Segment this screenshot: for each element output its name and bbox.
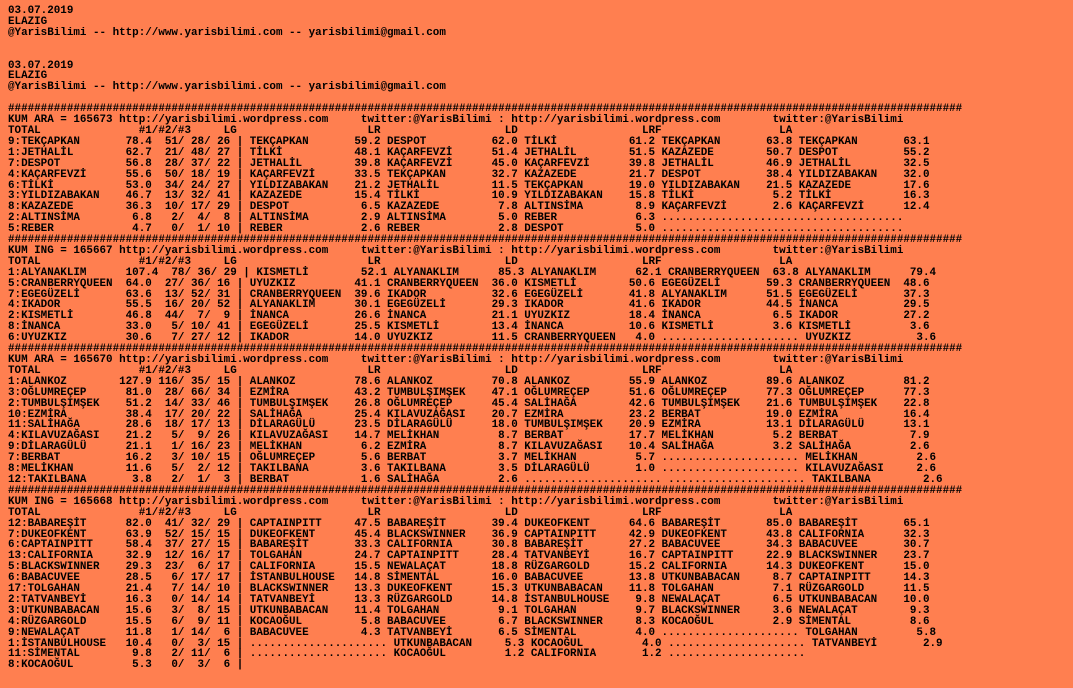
report-line: 9:DİLARAGÜLÜ 21.1 1/ 16/ 23 | MELİKHAN 6.2 EZMİRA 8.7 KILAVUZAĞASI 10.4 SALİHAĞA 3.2 SALİHAĞA 2.6 — [8, 441, 930, 454]
report-line: ################################################################################################################################################## — [8, 484, 963, 497]
report-line: 5:REBER 4.7 0/ 1/ 10 | REBER 2.6 REBER 2.8 DESPOT 5.0 ..................................... — [8, 223, 904, 236]
report-line: 4:IKADOR 55.5 16/ 20/ 52 | ALYANAKLIM 30.1 EGEGÜZELİ 29.3 IKADOR 41.6 IKADOR 44.5 İNANCA 29.5 — [8, 299, 930, 312]
report-line: 11:SALİHAĞA 28.6 18/ 17/ 13 | DİLARAGÜLÜ 23.5 DİLARAGÜLÜ 18.0 TUMBULŞIMŞEK 20.9 EZMİRA 13.1 DİLARAGÜLÜ 13.1 — [8, 419, 930, 432]
report-line: KUM ARA = 165673 http://yarisbilimi.wordpress.com twitter:@YarisBilimi : http://yarisbilimi.wordpress.com twitter:@YarisBilimi — [8, 114, 904, 127]
report-line: 7:DESPOT 56.8 28/ 37/ 22 | JETHALİL 39.8 KAÇARFEVZİ 45.0 KAÇARFEVZİ 39.8 JETHALİL 46.9 JETHALİL 32.5 — [8, 157, 930, 170]
report-line: 8:MELİKHAN 11.6 5/ 2/ 12 | TAKILBANA 3.6 TAKILBANA 3.5 DİLARAGÜLÜ 1.0 ..................... KILAVUZAĞASI 2.6 — [8, 463, 937, 476]
report-line: 5:CRANBERRYQUEEN 64.0 27/ 36/ 16 | UYUZKIZ 41.1 CRANBERRYQUEEN 36.0 KISMETLİ 50.6 EGEGÜZELİ 59.3 CRANBERRYQUEEN 48.6 — [8, 277, 930, 290]
report-line: 17:TOLGAHAN 21.4 7/ 14/ 10 | BLACKSWINNER 13.3 DUKEOFKENT 15.3 UTKUNBABACAN 11.8 TOLGAHAN 7.1 RÜZGARGOLD 11.5 — [8, 583, 930, 596]
report-line: TOTAL #1/#2/#3 LG LR LD LRF LA — [8, 124, 793, 137]
report-line: TOTAL #1/#2/#3 LG LR LD LRF LA — [8, 255, 793, 268]
report-line: 6:CAPTAINPITT 58.4 37/ 27/ 15 | BABAREŞİT 33.3 CALIFORNIA 30.8 BABAREŞİT 27.2 BABACUVEE 34.3 BABACUVEE 30.7 — [8, 539, 930, 552]
report-line: 7:BERBAT 16.2 3/ 10/ 15 | OĞLUMREÇEP 5.6 BERBAT 3.7 MELİKHAN 5.7 ..................... MELİKHAN 2.6 — [8, 452, 937, 465]
report-line: 3:OĞLUMREÇEP 81.0 28/ 66/ 34 | EZMİRA 43.2 TUMBULŞIMŞEK 47.1 OĞLUMREÇEP 51.6 OĞLUMREÇEP 77.3 OĞLUMREÇEP 77.3 — [8, 386, 930, 399]
report-line: 6:UYUZKIZ 30.6 7/ 27/ 12 | IKADOR 14.0 UYUZKIZ 11.5 CRANBERRYQUEEN 4.0 ..................... UYUZKIZ 3.6 — [8, 332, 937, 345]
report-line: ELAZIG — [8, 15, 48, 28]
report-line: 2:TUMBULŞIMŞEK 51.2 14/ 33/ 46 | TUMBULŞIMŞEK 26.8 OĞLUMREÇEP 45.4 SALİHAĞA 42.6 TUMBULŞIMŞEK 21.6 TUMBULŞIMŞEK 22.8 — [8, 397, 930, 410]
report-line: ELAZIG — [8, 70, 48, 83]
report-line: 8:İNANCA 33.0 5/ 10/ 41 | EGEGÜZELİ 25.5 KISMETLİ 13.4 İNANCA 10.6 KISMETLİ 3.6 KISMETLİ 3.6 — [8, 321, 930, 334]
report-line: 1:JETHALİL 62.7 21/ 48/ 27 | TİLKİ 48.1 KAÇARFEVZİ 51.4 JETHALİL 51.5 KAZAZEDE 50.7 DESPOT 55.2 — [8, 146, 930, 159]
report-line: 2:KISMETLİ 46.8 44/ 7/ 9 | İNANCA 26.6 İNANCA 21.1 UYUZKIZ 18.4 İNANCA 6.5 IKADOR 27.2 — [8, 310, 930, 323]
report-line: TOTAL #1/#2/#3 LG LR LD LRF LA — [8, 364, 793, 377]
report-line: 13:CALIFORNIA 32.9 12/ 16/ 17 | TOLGAHAN 24.7 CAPTAINPITT 28.4 TATVANBEYİ 16.7 CAPTAINPITT 22.9 BLACKSWINNER 23.7 — [8, 550, 930, 563]
report-line: @YarisBilimi -- http://www.yarisbilimi.com -- yarisbilimi@gmail.com — [8, 81, 446, 94]
report-line: 1:İSTANBULHOUSE 10.4 0/ 3/ 15 | ..................... UTKUNBABACAN 5.3 KOCAOĞUL 4.0 ..................... TATVANBEYİ 2.9 — [8, 637, 943, 650]
report-line: ################################################################################################################################################## — [8, 234, 963, 247]
report-line: 2:ALTINSİMA 6.8 2/ 4/ 8 | ALTINSİMA 2.9 ALTINSİMA 5.0 REBER 6.3 ..................................... — [8, 212, 904, 225]
report-line: 9:NEWALAÇAT 11.8 1/ 14/ 6 | BABACUVEE 4.3 TATVANBEYİ 6.5 SİMENTAL 4.0 ..................... TOLGAHAN 5.8 — [8, 626, 937, 639]
report-line: KUM ING = 165668 http://yarisbilimi.wordpress.com twitter:@YarisBilimi : http://yarisbilimi.wordpress.com twitter:@YarisBilimi — [8, 495, 904, 508]
report-line: 4:KAÇARFEVZİ 55.6 50/ 18/ 19 | KAÇARFEVZİ 33.5 TEKÇAPKAN 32.7 KAZAZEDE 21.7 DESPOT 38.4 YILDIZABAKAN 32.0 — [8, 168, 930, 181]
report-line: KUM ARA = 165670 http://yarisbilimi.wordpress.com twitter:@YarisBilimi : http://yarisbilimi.wordpress.com twitter:@YarisBilimi — [8, 354, 904, 366]
report-line: 5:BLACKSWINNER 29.3 23/ 6/ 17 | CALIFORNIA 15.5 NEWALAÇAT 18.8 RÜZGARGOLD 15.2 CALIFORNIA 14.3 DUKEOFKENT 15.0 — [8, 561, 930, 574]
report-line: 10:EZMİRA 38.4 17/ 20/ 22 | SALİHAĞA 25.4 KILAVUZAĞASI 20.7 EZMİRA 23.2 BERBAT 19.0 EZMİRA 16.4 — [8, 408, 930, 421]
report-line: 8:KOCAOĞUL 5.3 0/ 3/ 6 | — [8, 659, 244, 672]
report-line: 2:TATVANBEYİ 16.3 0/ 14/ 14 | TATVANBEYİ 13.3 RÜZGARGOLD 14.8 İSTANBULHOUSE 9.8 NEWALAÇAT 6.5 UTKUNBABACAN 10.0 — [8, 593, 930, 606]
report-line: 11:SİMENTAL 9.8 2/ 11/ 6 | ..................... KOCAOĞUL 1.2 CALIFORNIA 1.2 ..................... — [8, 648, 806, 661]
report-line: 03.07.2019 — [8, 59, 74, 72]
report-line: 8:KAZAZEDE 36.3 10/ 17/ 29 | DESPOT 6.5 KAZAZEDE 7.8 ALTINSİMA 8.9 KAÇARFEVZİ 2.6 KAÇARFEVZİ 12.4 — [8, 201, 930, 214]
report-line: 1:ALANKOZ 127.9 116/ 35/ 15 | ALANKOZ 78.6 ALANKOZ 70.8 ALANKOZ 55.9 ALANKOZ 89.6 ALANKOZ 81.2 — [8, 375, 930, 388]
report-line: 6:TİLKİ 53.0 34/ 24/ 27 | YILDIZABAKAN 21.2 JETHALİL 11.5 TEKÇAPKAN 19.0 YILDIZABAKAN 21.5 KAZAZEDE 17.6 — [8, 179, 930, 192]
report-line: 1:ALYANAKLIM 107.4 78/ 36/ 29 | KISMETLİ 52.1 ALYANAKLIM 85.3 ALYANAKLIM 62.1 CRANBERRYQUEEN 63.8 ALYANAKLIM 79.4 — [8, 266, 937, 279]
report-line: 4:KILAVUZAĞASI 21.2 5/ 9/ 26 | KILAVUZAĞASI 14.7 MELİKHAN 8.7 BERBAT 17.7 MELİKHAN 5.2 BERBAT 7.9 — [8, 430, 930, 443]
report-line: 3:UTKUNBABACAN 15.6 3/ 8/ 15 | UTKUNBABACAN 11.4 TOLGAHAN 9.1 TOLGAHAN 9.7 BLACKSWINNER 3.6 NEWALAÇAT 9.3 — [8, 604, 930, 617]
report-line: 7:DUKEOFKENT 63.9 52/ 15/ 15 | DUKEOFKENT 45.4 BLACKSWINNER 36.9 CAPTAINPITT 42.9 DUKEOFKENT 43.8 CALIFORNIA 32.3 — [8, 528, 930, 541]
report-line: 6:BABACUVEE 28.5 6/ 17/ 17 | İSTANBULHOUSE 14.8 SİMENTAL 16.0 BABACUVEE 13.8 UTKUNBABACAN 8.7 CAPTAINPITT 14.3 — [8, 572, 930, 585]
report-line: 4:RÜZGARGOLD 15.5 6/ 9/ 11 | KOCAOĞUL 5.8 BABACUVEE 6.7 BLACKSWINNER 8.3 KOCAOĞUL 2.9 SİMENTAL 8.6 — [8, 615, 930, 628]
report-line: KUM ING = 165667 http://yarisbilimi.wordpress.com twitter:@YarisBilimi : http://yarisbilimi.wordpress.com twitter:@YarisBilimi — [8, 244, 904, 257]
report-line: 12:BABAREŞİT 82.0 41/ 32/ 29 | CAPTAINPITT 47.5 BABAREŞİT 39.4 DUKEOFKENT 64.6 BABAREŞİT 85.0 BABAREŞİT 65.1 — [8, 517, 930, 530]
report-line: 12:TAKILBANA 3.8 2/ 1/ 3 | BERBAT 1.6 SALİHAĞA 2.6 ..................... ..................... TAKILBANA 2.6 — [8, 473, 943, 486]
report-line: 3:YILDIZABAKAN 46.7 13/ 32/ 41 | KAZAZEDE 15.4 TİLKİ 10.9 YILDIZABAKAN 15.8 TİLKİ 5.2 TİLKİ 16.3 — [8, 190, 930, 203]
report-line: ################################################################################################################################################## — [8, 343, 963, 356]
report-line: 7:EGEGÜZELİ 63.6 13/ 52/ 31 | CRANBERRYQUEEN 39.6 IKADOR 32.6 EGEGÜZELİ 41.8 ALYANAKLIM 51.5 EGEGÜZELİ 37.3 — [8, 288, 930, 301]
report-line: 9:TEKÇAPKAN 78.4 51/ 28/ 26 | TEKÇAPKAN 59.2 DESPOT 62.0 TİLKİ 61.2 TEKÇAPKAN 63.8 TEKÇAPKAN 63.1 — [8, 135, 930, 148]
report-line: @YarisBilimi -- http://www.yarisbilimi.com -- yarisbilimi@gmail.com — [8, 26, 446, 39]
report-line: TOTAL #1/#2/#3 LG LR LD LRF LA — [8, 506, 793, 519]
report-line: ################################################################################################################################################## — [8, 103, 963, 116]
report-line: 03.07.2019 — [8, 5, 74, 17]
